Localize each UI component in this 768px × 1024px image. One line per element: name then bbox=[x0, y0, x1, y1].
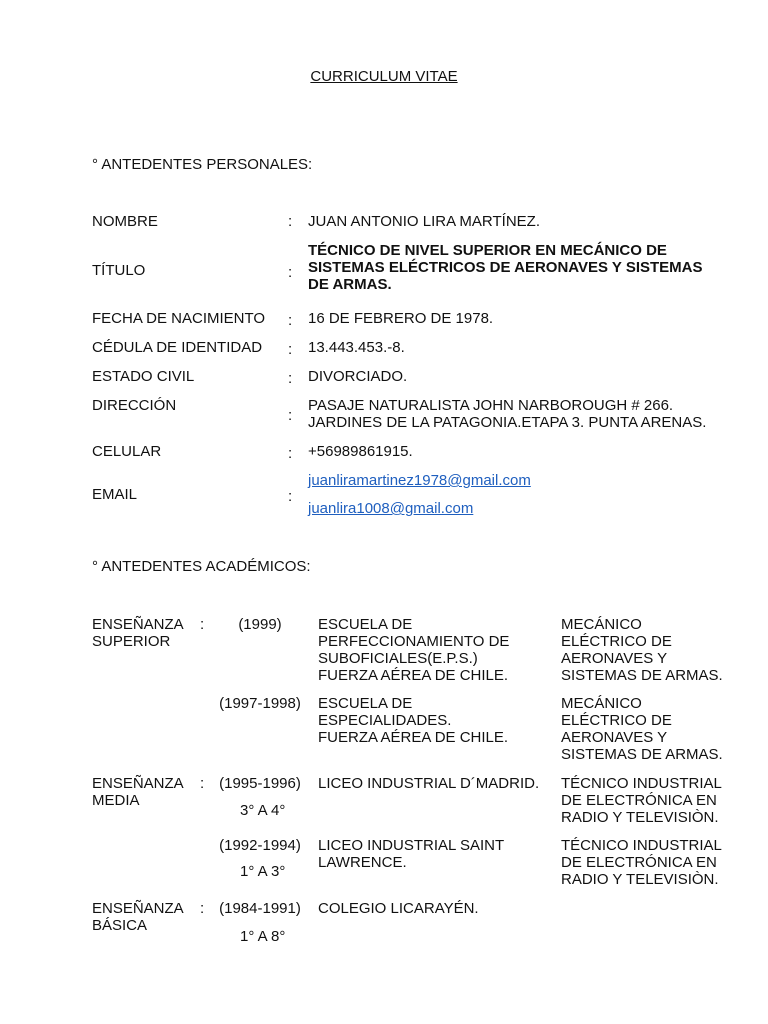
superior-institution-line: SUBOFICIALES(E.P.S.) bbox=[318, 650, 478, 667]
section-academic-heading: ° ANTEDENTES ACADÉMICOS: bbox=[92, 558, 311, 575]
superior-degree-line: SISTEMAS DE ARMAS. bbox=[561, 746, 723, 763]
media-degree-line: DE ELECTRÓNICA EN bbox=[561, 854, 717, 871]
address-line: JARDINES DE LA PATAGONIA.ETAPA 3. PUNTA ARENAS. bbox=[308, 414, 707, 431]
basica-label-line: ENSEÑANZA bbox=[92, 900, 184, 917]
birth-label: FECHA DE NACIMIENTO bbox=[92, 310, 266, 327]
media-years: (1995-1996) bbox=[219, 775, 301, 792]
document-title: CURRICULUM VITAE bbox=[310, 68, 458, 85]
address-colon: : bbox=[288, 407, 293, 424]
phone-label: CELULAR bbox=[92, 443, 162, 460]
email-label: EMAIL bbox=[92, 486, 138, 503]
media-degree-line: DE ELECTRÓNICA EN bbox=[561, 792, 717, 809]
id-label: CÉDULA DE IDENTIDAD bbox=[92, 339, 263, 356]
civil-label: ESTADO CIVIL bbox=[92, 368, 195, 385]
media-institution-line: LICEO INDUSTRIAL D´MADRID. bbox=[318, 775, 540, 792]
email-link-secondary[interactable]: juanlira1008@gmail.com bbox=[308, 500, 474, 517]
name-value: JUAN ANTONIO LIRA MARTÍNEZ. bbox=[308, 213, 540, 230]
basica-colon: : bbox=[200, 900, 205, 917]
name-label: NOMBRE bbox=[92, 213, 158, 230]
civil-colon: : bbox=[288, 370, 293, 387]
media-grade: 1° A 3° bbox=[240, 863, 286, 880]
title-value-line: DE ARMAS. bbox=[308, 276, 392, 293]
superior-degree-line: MECÁNICO bbox=[561, 695, 642, 712]
superior-institution-line: ESPECIALIDADES. bbox=[318, 712, 452, 729]
civil-value: DIVORCIADO. bbox=[308, 368, 408, 385]
address-line: PASAJE NATURALISTA JOHN NARBOROUGH # 266. bbox=[308, 397, 674, 414]
birth-value: 16 DE FEBRERO DE 1978. bbox=[308, 310, 494, 327]
superior-years: (1999) bbox=[238, 616, 282, 633]
basica-institution: COLEGIO LICARAYÉN. bbox=[318, 900, 479, 917]
media-degree-line: RADIO Y TELEVISIÒN. bbox=[561, 809, 719, 826]
address-label: DIRECCIÓN bbox=[92, 397, 177, 414]
title-value-line: SISTEMAS ELÉCTRICOS DE AERONAVES Y SISTEMAS bbox=[308, 259, 703, 276]
media-institution-line: LICEO INDUSTRIAL SAINT bbox=[318, 837, 505, 854]
title-label: TÍTULO bbox=[92, 262, 146, 279]
phone-value: +56989861915. bbox=[308, 443, 413, 460]
basica-years: (1984-1991) bbox=[219, 900, 301, 917]
superior-degree-line: ELÉCTRICO DE bbox=[561, 712, 672, 729]
id-colon: : bbox=[288, 341, 293, 358]
media-label-line: MEDIA bbox=[92, 792, 140, 809]
title-colon: : bbox=[288, 264, 293, 281]
id-value: 13.443.453.-8. bbox=[308, 339, 405, 356]
media-degree-line: TÉCNICO INDUSTRIAL bbox=[561, 775, 722, 792]
phone-colon: : bbox=[288, 445, 293, 462]
title-value-line: TÉCNICO DE NIVEL SUPERIOR EN MECÁNICO DE bbox=[308, 242, 667, 259]
media-years: (1992-1994) bbox=[219, 837, 301, 854]
birth-colon: : bbox=[288, 312, 293, 329]
email-colon: : bbox=[288, 488, 293, 505]
superior-degree-line: AERONAVES Y bbox=[561, 729, 668, 746]
media-colon: : bbox=[200, 775, 205, 792]
superior-institution-line: ESCUELA DE bbox=[318, 616, 413, 633]
superior-degree-line: SISTEMAS DE ARMAS. bbox=[561, 667, 723, 684]
superior-years: (1997-1998) bbox=[219, 695, 301, 712]
superior-colon: : bbox=[200, 616, 205, 633]
media-institution-line: LAWRENCE. bbox=[318, 854, 407, 871]
media-degree-line: RADIO Y TELEVISIÒN. bbox=[561, 871, 719, 888]
superior-institution-line: PERFECCIONAMIENTO DE bbox=[318, 633, 510, 650]
basica-grade: 1° A 8° bbox=[240, 928, 286, 945]
superior-degree-line: AERONAVES Y bbox=[561, 650, 668, 667]
superior-degree-line: MECÁNICO bbox=[561, 616, 642, 633]
email-link-primary[interactable]: juanliramartinez1978@gmail.com bbox=[308, 472, 531, 489]
media-grade: 3° A 4° bbox=[240, 802, 286, 819]
media-label-line: ENSEÑANZA bbox=[92, 775, 184, 792]
media-degree-line: TÉCNICO INDUSTRIAL bbox=[561, 837, 722, 854]
section-personal-heading: ° ANTEDENTES PERSONALES: bbox=[92, 156, 313, 173]
superior-label-line: ENSEÑANZA bbox=[92, 616, 184, 633]
superior-institution-line: FUERZA AÉREA DE CHILE. bbox=[318, 667, 509, 684]
superior-institution-line: ESCUELA DE bbox=[318, 695, 413, 712]
superior-label-line: SUPERIOR bbox=[92, 633, 171, 650]
basica-label-line: BÁSICA bbox=[92, 917, 148, 934]
superior-institution-line: FUERZA AÉREA DE CHILE. bbox=[318, 729, 509, 746]
superior-degree-line: ELÉCTRICO DE bbox=[561, 633, 672, 650]
name-colon: : bbox=[288, 213, 293, 230]
